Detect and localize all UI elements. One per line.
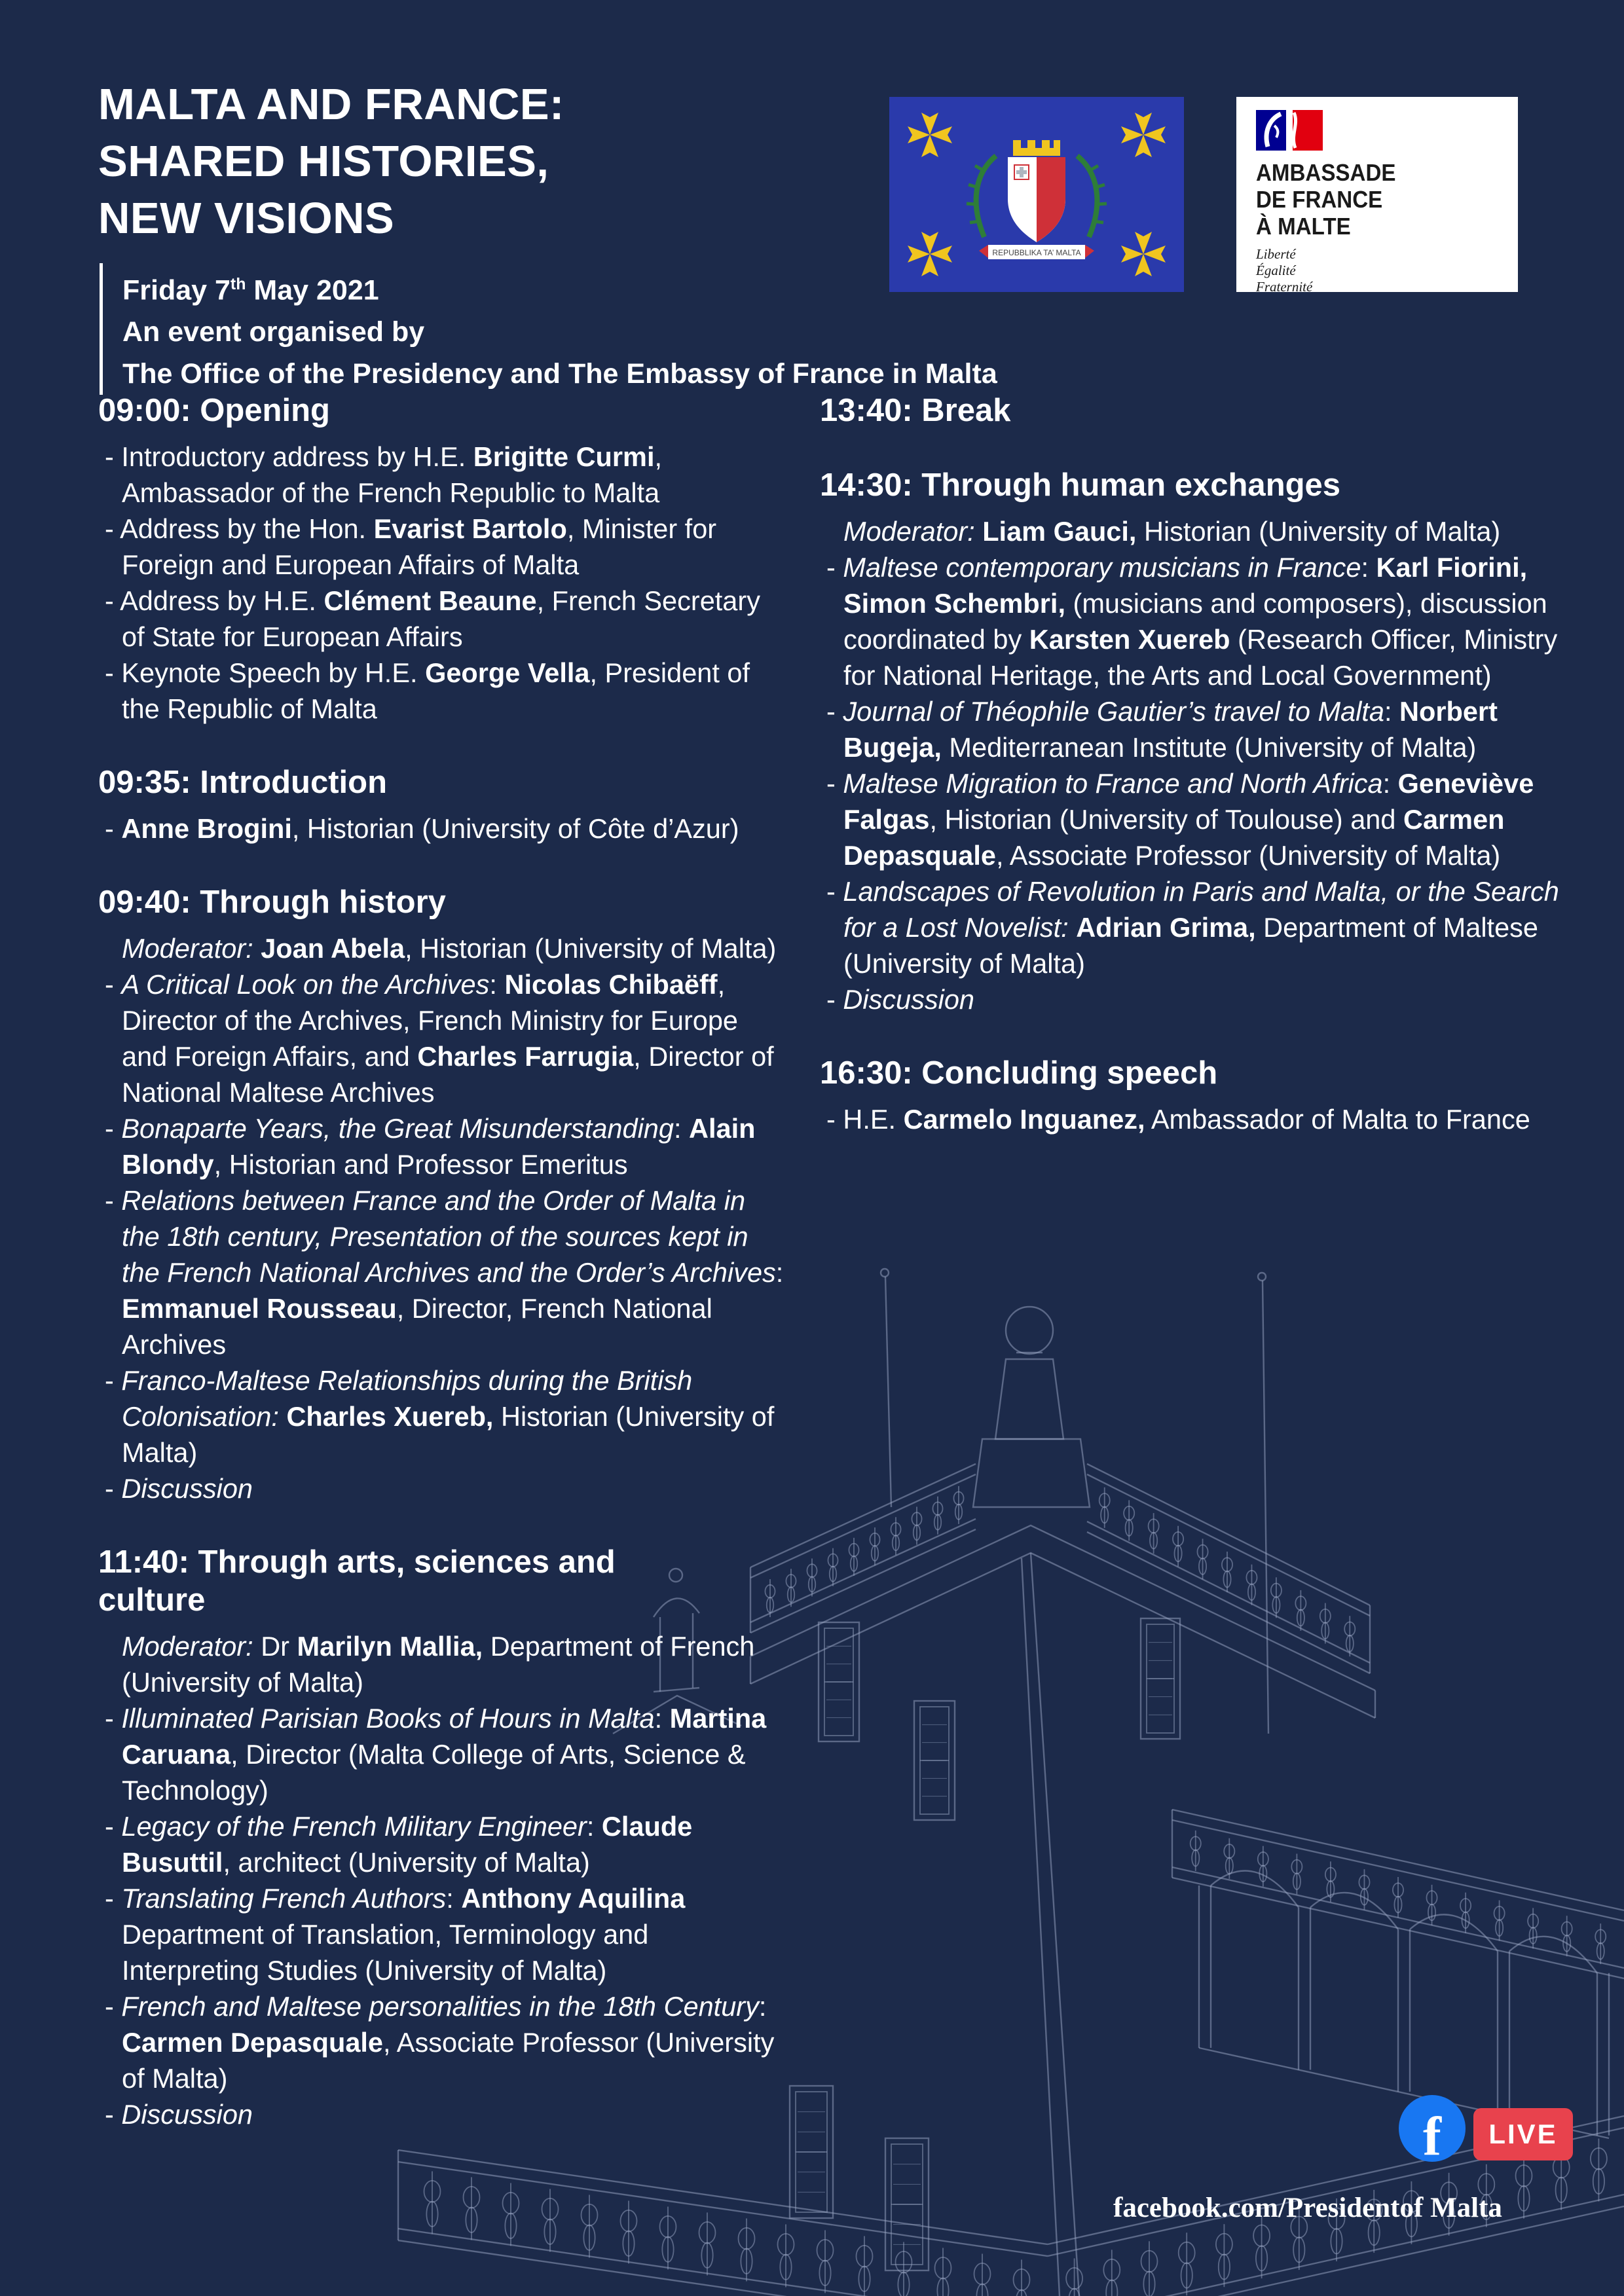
event-details (100, 263, 997, 395)
french-republic-icon (1256, 110, 1324, 151)
live-badge: LIVE (1473, 2108, 1573, 2160)
agenda-item: - H.E. Carmelo Inguanez, Ambassador of Malta to France (826, 1104, 1530, 1135)
agenda-item: Moderator: Joan Abela, Historian (University of Malta) (122, 933, 777, 964)
flag-ribbon-text: REPUBBLIKA TA’ MALTA (992, 248, 1081, 257)
facebook-icon: f (1399, 2095, 1466, 2162)
agenda-section (820, 466, 1586, 1017)
section-time-title: 09:00: Opening (98, 393, 330, 428)
agenda-item: - Keynote Speech by H.E. George Vella, President of the Republic of Malta (105, 657, 750, 724)
agenda-column-left (98, 392, 784, 2132)
agenda-section (98, 1543, 784, 2132)
organiser-line: An event organised by (122, 316, 425, 348)
ordinal-suffix: th (230, 275, 246, 293)
section-time-title: 11:40: Through arts, sciences and culture (98, 1544, 616, 1618)
embassy-name: AMBASSADE DE FRANCE À MALTE (1256, 159, 1396, 240)
agenda-item: - French and Maltese personalities in the 18th Century: Carmen Depasquale, Associate Professor (University of Malta) (105, 1991, 775, 2094)
agenda-item: - Discussion (105, 2099, 253, 2130)
agenda-item: - Address by the Hon. Evarist Bartolo, Minister for Foreign and European Affairs of Malta (105, 513, 717, 580)
agenda-item: - Address by H.E. Clément Beaune, French Secretary of State for European Affairs (105, 585, 760, 652)
agenda-item: - Translating French Authors: Anthony Aquilina Department of Translation, Terminology and Interpreting Studies (University of Malta) (105, 1883, 686, 1986)
agenda-item: - Landscapes of Revolution in Paris and Malta, or the Search for a Lost Novelist: Adrian Grima, Department of Maltese (University of Malta) (826, 876, 1559, 979)
agenda-item: - Anne Brogini, Historian (University of Côte d’Azur) (105, 813, 739, 844)
section-time-title: 09:35: Introduction (98, 765, 388, 800)
organiser-line: The Office of the Presidency and The Embassy of France in Malta (122, 358, 997, 390)
section-time-title: 14:30: Through human exchanges (820, 467, 1341, 503)
agenda-section (820, 392, 1586, 429)
page-title (98, 76, 564, 247)
agenda-item: - Franco-Maltese Relationships during the British Colonisation: Charles Xuereb, Historian (University of Malta) (105, 1365, 775, 1468)
agenda-item: Moderator: Liam Gauci, Historian (University of Malta) (843, 516, 1501, 547)
agenda-item: - Illuminated Parisian Books of Hours in Malta: Martina Caruana, Director (Malta College of Arts, Science & Technology) (105, 1703, 767, 1806)
agenda-section (98, 392, 784, 727)
agenda-section (98, 883, 784, 1506)
malta-presidential-flag (889, 97, 1184, 292)
title-line: MALTA AND FRANCE: (98, 80, 564, 129)
embassy-logo (1236, 97, 1518, 295)
agenda-item: - A Critical Look on the Archives: Nicolas Chibaëff, Director of the Archives, French Ministry for Europe and Foreign Affairs, and Charles Farrugia, Director of National Maltese Archives (105, 969, 774, 1108)
agenda-item: Moderator: Dr Marilyn Mallia, Department of French (University of Malta) (122, 1631, 755, 1698)
agenda-section (820, 1054, 1586, 1137)
title-line: NEW VISIONS (98, 194, 395, 243)
agenda-item: - Maltese Migration to France and North Africa: Geneviève Falgas, Historian (University of Toulouse) and Carmen Depasquale, Associate Professor (University of Malta) (826, 768, 1534, 871)
agenda-item: - Discussion (105, 1473, 253, 1504)
agenda-item: - Introductory address by H.E. Brigitte Curmi, Ambassador of the French Republic to Malta (105, 441, 663, 508)
malta-flag-graphic (889, 97, 1184, 292)
section-time-title: 13:40: Break (820, 393, 1011, 428)
section-time-title: 16:30: Concluding speech (820, 1055, 1218, 1091)
agenda-item: - Maltese contemporary musicians in France: Karl Fiorini, Simon Schembri, (musicians and composers), discussion coordinated by Karsten Xuereb (Research Officer, Ministry for National Heritage, the Arts and Local Government) (826, 552, 1558, 691)
section-time-title: 09:40: Through history (98, 884, 446, 920)
agenda-column-right (820, 392, 1586, 1137)
event-date: Friday 7th May 2021 (122, 274, 379, 306)
facebook-url: facebook.com/Presidentof Malta (1113, 2193, 1502, 2223)
agenda-item: - Relations between France and the Order of Malta in the 18th century, Presentation of the sources kept in the French National Archives and the Order’s Archives: Emmanuel Rousseau, Director, French National Archives (105, 1185, 784, 1360)
agenda-item: - Legacy of the French Military Engineer: Claude Busuttil, architect (University of Malta) (105, 1811, 693, 1878)
agenda-section (98, 763, 784, 847)
agenda-item: - Journal of Théophile Gautier’s travel to Malta: Norbert Bugeja, Mediterranean Institute (University of Malta) (826, 696, 1498, 763)
title-line: SHARED HISTORIES, (98, 137, 549, 186)
embassy-motto: Liberté Égalité Fraternité (1256, 246, 1313, 295)
agenda-item: - Bonaparte Years, the Great Misunderstanding: Alain Blondy, Historian and Professor Emeritus (105, 1113, 756, 1180)
agenda-item: - Discussion (826, 984, 975, 1015)
